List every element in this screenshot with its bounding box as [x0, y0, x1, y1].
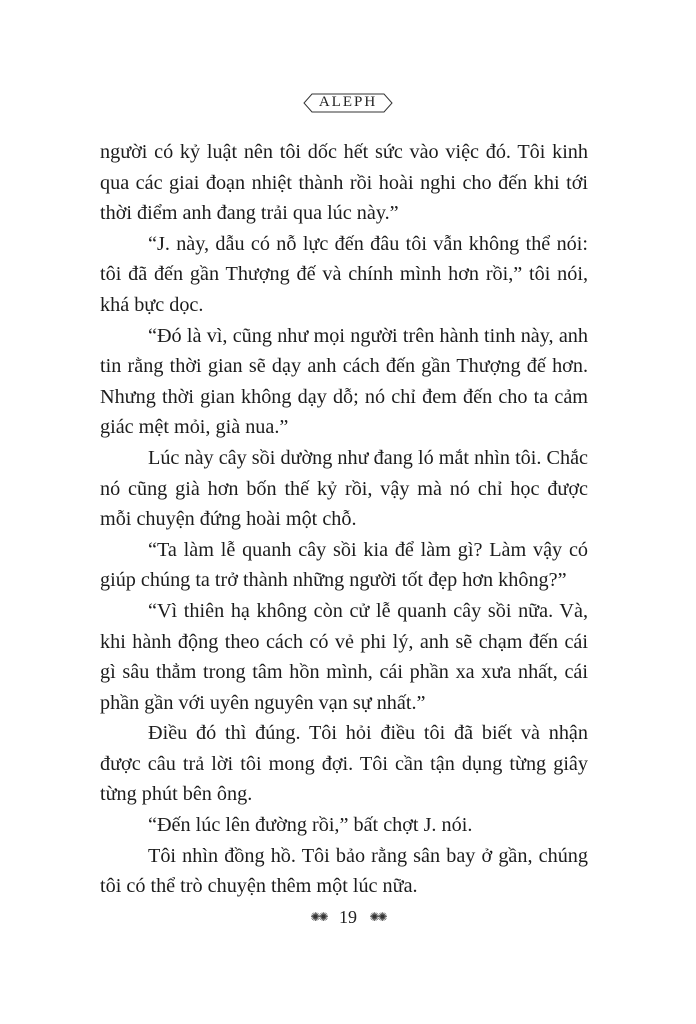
page-body [100, 137, 588, 902]
paragraph-5: “Ta làm lễ quanh cây sồi kia để làm gì? Làm vậy có giúp chúng ta trở thành những người tốt đẹp hơn không?” [100, 538, 588, 592]
page-footer [0, 906, 696, 936]
running-header [0, 88, 696, 124]
paragraph-4: Lúc này cây sồi dường như đang ló mắt nhìn tôi. Chắc nó cũng già hơn bốn thế kỷ rồi, vậy mà nó chỉ học được mỗi chuyện đứng hoài một chỗ. [100, 446, 588, 531]
paragraph-1: người có kỷ luật nên tôi dốc hết sức vào việc đó. Tôi kinh qua các giai đoạn nhiệt thành rồi hoài nghi cho đến khi tới thời điểm anh đang trải qua lúc này.” [100, 141, 588, 225]
paragraph-7: Điều đó thì đúng. Tôi hỏi điều tôi đã biết và nhận được câu trả lời tôi mong đợi. Tôi cần tận dụng từng giây từng phút bên ông. [100, 722, 588, 806]
paragraph-3: “Đó là vì, cũng như mọi người trên hành tinh này, anh tin rằng thời gian sẽ dạy anh cách đến gần Thượng đế hơn. Nhưng thời gian không dạy dỗ; nó chỉ đem đến cho ta cảm giác mệt mỏi, già nua.” [100, 324, 588, 439]
paragraph-2: “J. này, dẫu có nỗ lực đến đâu tôi vẫn không thể nói: tôi đã đến gần Thượng đế và chính mình hơn rồi,” tôi nói, khá bực dọc. [100, 232, 588, 316]
paragraph-8: “Đến lúc lên đường rồi,” bất chợt J. nói. [148, 814, 473, 837]
page-number: 19 [339, 907, 357, 928]
book-title: ALEPH [318, 94, 378, 110]
paragraph-9: Tôi nhìn đồng hồ. Tôi bảo rằng sân bay ở gần, chúng tôi có thể trò chuyện thêm một lúc nữa. [100, 844, 588, 898]
paragraph-6: “Vì thiên hạ không còn cử lễ quanh cây sồi nữa. Và, khi hành động theo cách có vẻ phi lý, anh sẽ chạm đến cái gì sâu thẳm trong tâm hồn mình, cái phần xa xưa nhất, cái phần gần với uyên nguyên vạn sự nhất.” [100, 599, 588, 714]
ornament-right-icon: ✺✺ [369, 910, 386, 925]
ornament-left-icon: ✺✺ [310, 910, 327, 925]
